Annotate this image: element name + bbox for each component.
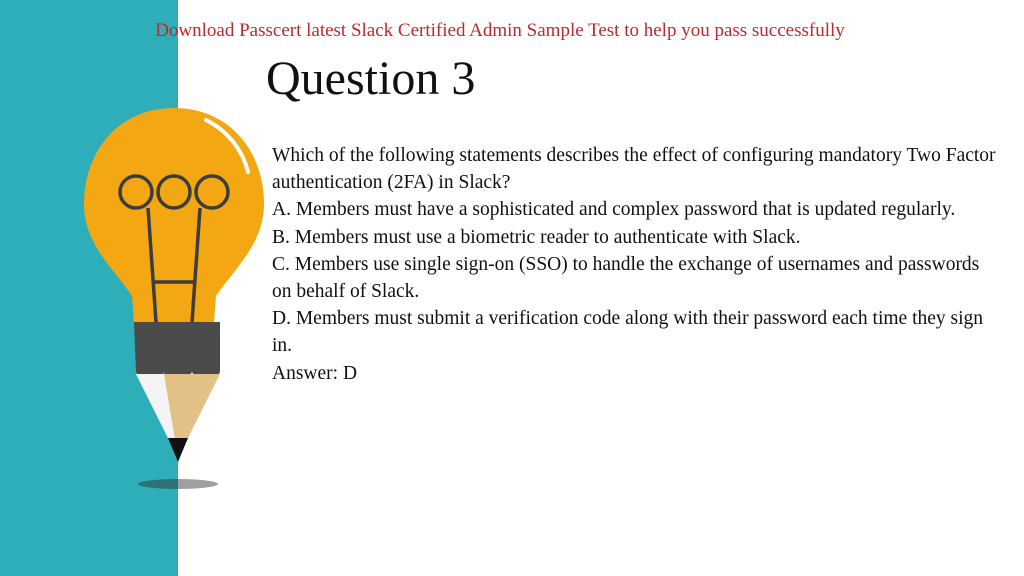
option-c: C. Members use single sign-on (SSO) to handle the exchange of usernames and passwords on behalf of Slack. xyxy=(272,253,980,303)
question-body xyxy=(272,142,1002,387)
option-b: B. Members must use a biometric reader to authenticate with Slack. xyxy=(272,226,801,248)
lightbulb-pencil-icon xyxy=(74,104,274,504)
question-text: Which of the following statements describes the effect of configuring mandatory Two Factor authentication (2FA) in Slack? xyxy=(272,145,996,194)
option-d: D. Members must submit a verification code along with their password each time they sign in. xyxy=(272,308,984,357)
page-title: Question 3 xyxy=(266,52,476,105)
answer-text: Answer: D xyxy=(272,362,358,384)
option-a: A. Members must have a sophisticated and complex password that is updated regularly. xyxy=(272,199,956,221)
promo-banner: Download Passcert latest Slack Certified Admin Sample Test to help you pass successfully xyxy=(155,20,845,41)
